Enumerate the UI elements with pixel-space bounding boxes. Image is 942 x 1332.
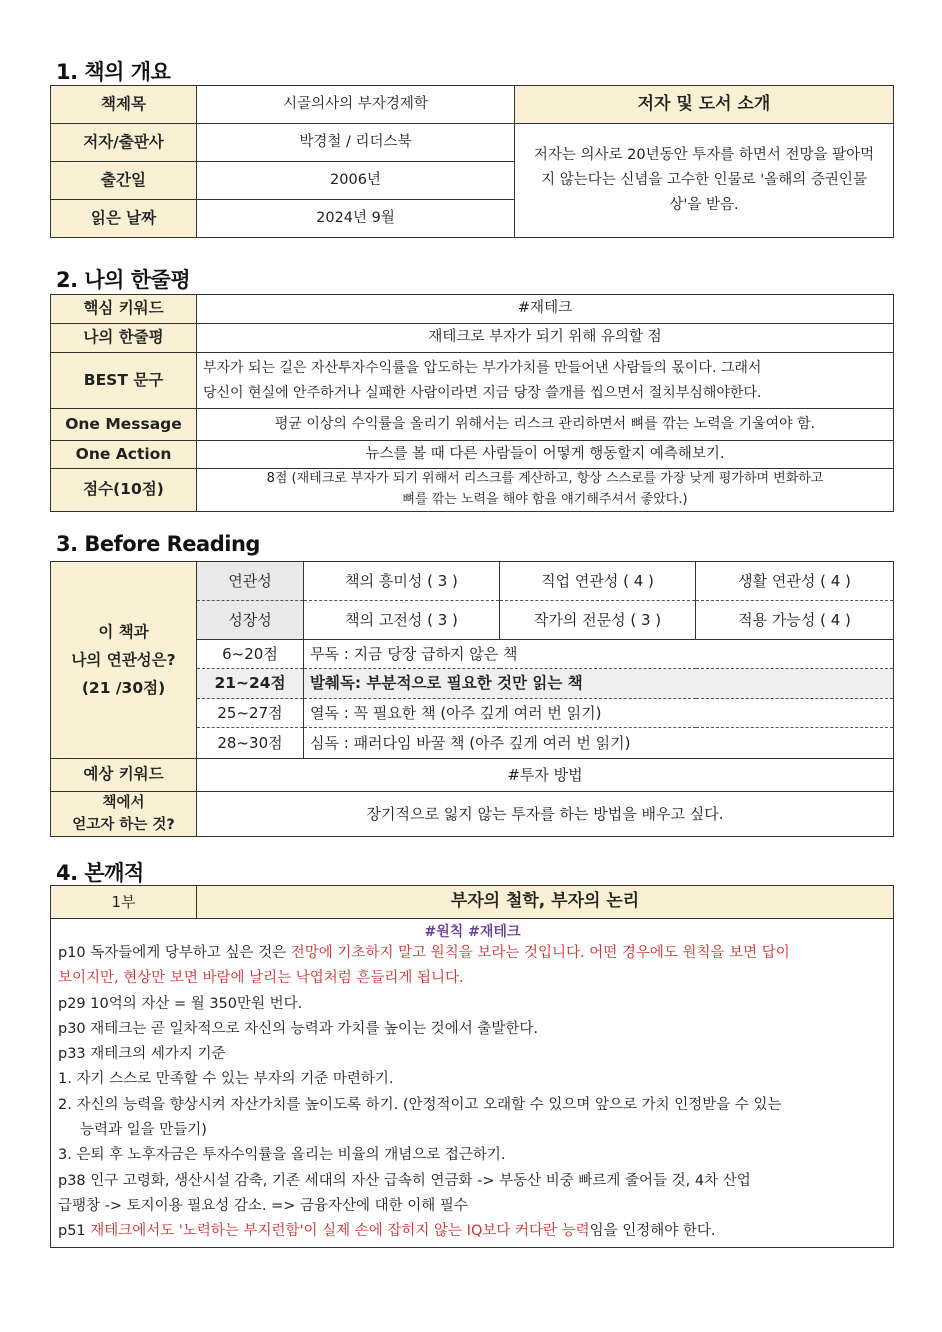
note-p10 bbox=[58, 941, 887, 966]
level-desc-1: 무독 : 지금 당장 급하지 않은 책 bbox=[304, 640, 894, 669]
rating-interest: 책의 흥미성 ( 3 ) bbox=[304, 562, 500, 601]
score-value bbox=[197, 469, 894, 512]
note-p10-highlight-1: 전망에 기초하지 말고 원칙을 보라는 것입니다. 어떤 경우에도 원칙을 보면 답이 bbox=[290, 945, 790, 961]
message-value: 평균 이상의 수익률을 올리기 위해서는 리스크 관리하면서 뼈를 깎는 노력을 기울여야 함. bbox=[197, 409, 894, 441]
note-p51-highlight: 재테크에서도 '노력하는 부지런함'이 실제 손에 잡히지 않는 IQ보다 커다란 능력 bbox=[90, 1223, 590, 1240]
note-p33-item-3: 3. 은퇴 후 노후자금은 투자수익률을 올리는 비율의 개념으로 접근하기. bbox=[58, 1147, 506, 1164]
rating-classic: 책의 고전성 ( 3 ) bbox=[304, 601, 500, 640]
goal-label-line-2: 얻고자 하는 것? bbox=[72, 817, 175, 833]
relevance-score: (21 /30점) bbox=[81, 679, 166, 697]
level-range-1: 6~20점 bbox=[197, 640, 304, 669]
note-p33: p33 재테크의 세가지 기준 bbox=[58, 1046, 226, 1063]
goal-value: 장기적으로 잃지 않는 투자를 하는 방법을 배우고 싶다. bbox=[197, 792, 894, 837]
title-value: 시골의사의 부자경제학 bbox=[197, 86, 515, 124]
category-growth: 성장성 bbox=[197, 601, 304, 640]
level-range-4: 28~30점 bbox=[197, 728, 304, 759]
note-p51-suffix: 임을 인정해야 한다. bbox=[589, 1223, 716, 1240]
part-label: 1부 bbox=[51, 886, 197, 919]
notes-body bbox=[51, 919, 894, 1248]
oneline-label: 나의 한줄평 bbox=[51, 324, 197, 353]
expect-value: #투자 방법 bbox=[197, 759, 894, 792]
rating-job: 직업 연관성 ( 4 ) bbox=[500, 562, 696, 601]
best-quote-line-2: 당신이 현실에 안주하거나 실패한 사람이라면 지금 당장 쓸개를 씹으면서 절치부심해야한다. bbox=[203, 384, 762, 401]
intro-text: 저자는 의사로 20년동안 투자를 하면서 전망을 팔아먹지 않는다는 신념을 고수한 인물로 '올해의 증권인물상'을 받음. bbox=[515, 124, 894, 238]
note-p51 bbox=[58, 1219, 887, 1244]
author-label: 저자/출판사 bbox=[51, 124, 197, 162]
title-label: 책제목 bbox=[51, 86, 197, 124]
score-line-2: 뼈를 깎는 노력을 해야 함을 얘기해주셔서 좋았다.) bbox=[402, 491, 688, 507]
rating-expertise: 작가의 전문성 ( 3 ) bbox=[500, 601, 696, 640]
before-reading-table bbox=[50, 561, 894, 837]
notes-tags: #원칙 #재테크 bbox=[424, 924, 521, 940]
best-quote-line-1: 부자가 되는 길은 자산투자수익률을 압도하는 부가가치를 만들어낸 사람들의 몫이다. 그래서 bbox=[203, 359, 762, 376]
note-p10-highlight-2: 보이지만, 현상만 보면 바람에 날리는 낙엽처럼 흔들리게 됩니다. bbox=[58, 970, 464, 987]
note-p38: p38 인구 고령화, 생산시설 감축, 기존 세대의 자산 급속히 연금화 -> 부동산 비중 빠르게 줄어들 것, 4차 산업 bbox=[58, 1172, 751, 1189]
notes-table bbox=[50, 885, 894, 1248]
message-label: One Message bbox=[51, 409, 197, 441]
category-relevance: 연관성 bbox=[197, 562, 304, 601]
relevance-label-line-2: 나의 연관성은? bbox=[71, 651, 176, 669]
level-range-2: 21~24점 bbox=[197, 669, 304, 699]
score-label: 점수(10점) bbox=[51, 469, 197, 512]
note-p29: p29 10억의 자산 = 월 350만원 번다. bbox=[58, 995, 303, 1012]
relevance-label bbox=[51, 562, 197, 759]
note-p51-prefix: p51 bbox=[58, 1223, 91, 1240]
score-line-1: 8점 (재테크로 부자가 되기 위해서 리스크를 계산하고, 항상 스스로를 가장 낮게 평가하며 변화하고 bbox=[266, 471, 824, 486]
section-3-heading: 3. Before Reading bbox=[56, 532, 260, 556]
published-value: 2006년 bbox=[197, 162, 515, 200]
level-range-3: 25~27점 bbox=[197, 699, 304, 728]
read-date-value: 2024년 9월 bbox=[197, 200, 515, 238]
rating-life: 생활 연관성 ( 4 ) bbox=[696, 562, 894, 601]
part-title: 부자의 철학, 부자의 논리 bbox=[197, 886, 894, 919]
level-desc-2: 발췌독: 부분적으로 필요한 것만 읽는 책 bbox=[304, 669, 894, 699]
published-label: 출간일 bbox=[51, 162, 197, 200]
keyword-value: #재테크 bbox=[197, 295, 894, 324]
action-label: One Action bbox=[51, 441, 197, 469]
level-desc-4: 심독 : 패러다임 바꿀 책 (아주 깊게 여러 번 읽기) bbox=[304, 728, 894, 759]
note-p33-item-1: 1. 자기 스스로 만족할 수 있는 부자의 기준 마련하기. bbox=[58, 1071, 394, 1088]
goal-label-line-1: 책에서 bbox=[102, 795, 145, 811]
intro-title: 저자 및 도서 소개 bbox=[515, 86, 894, 124]
rating-applicable: 적용 가능성 ( 4 ) bbox=[696, 601, 894, 640]
goal-label bbox=[51, 792, 197, 837]
action-value: 뉴스를 볼 때 다른 사람들이 어떻게 행동할지 예측해보기. bbox=[197, 441, 894, 469]
relevance-label-line-1: 이 책과 bbox=[98, 623, 149, 641]
expect-label: 예상 키워드 bbox=[51, 759, 197, 792]
keyword-label: 핵심 키워드 bbox=[51, 295, 197, 324]
read-date-label: 읽은 날짜 bbox=[51, 200, 197, 238]
overview-table bbox=[50, 85, 894, 238]
note-p30: p30 재테크는 곧 일차적으로 자신의 능력과 가치를 높이는 것에서 출발한다. bbox=[58, 1020, 538, 1037]
oneline-value: 재테크로 부자가 되기 위해 유의할 점 bbox=[197, 324, 894, 353]
section-2-heading: 2. 나의 한줄평 bbox=[56, 268, 191, 292]
section-1-heading: 1. 책의 개요 bbox=[56, 60, 171, 84]
note-p33-item-2-cont: 능력과 일을 만들기) bbox=[80, 1122, 207, 1139]
note-p33-item-2: 2. 자신의 능력을 향상시켜 자산가치를 높이도록 하기. (안정적이고 오래할 수 있으며 앞으로 가치 인정받을 수 있는 bbox=[58, 1096, 782, 1113]
level-desc-3: 열독 : 꼭 필요한 책 (아주 깊게 여러 번 읽기) bbox=[304, 699, 894, 728]
note-p38-cont: 급팽창 -> 토지이용 필요성 감소. => 금융자산에 대한 이해 필수 bbox=[58, 1197, 468, 1214]
note-p10-prefix: p10 독자들에게 당부하고 싶은 것은 bbox=[58, 945, 291, 961]
author-value: 박경철 / 리더스북 bbox=[197, 124, 515, 162]
best-quote bbox=[197, 353, 894, 409]
review-table bbox=[50, 294, 894, 512]
best-label: BEST 문구 bbox=[51, 353, 197, 409]
section-4-heading: 4. 본깨적 bbox=[56, 861, 144, 885]
